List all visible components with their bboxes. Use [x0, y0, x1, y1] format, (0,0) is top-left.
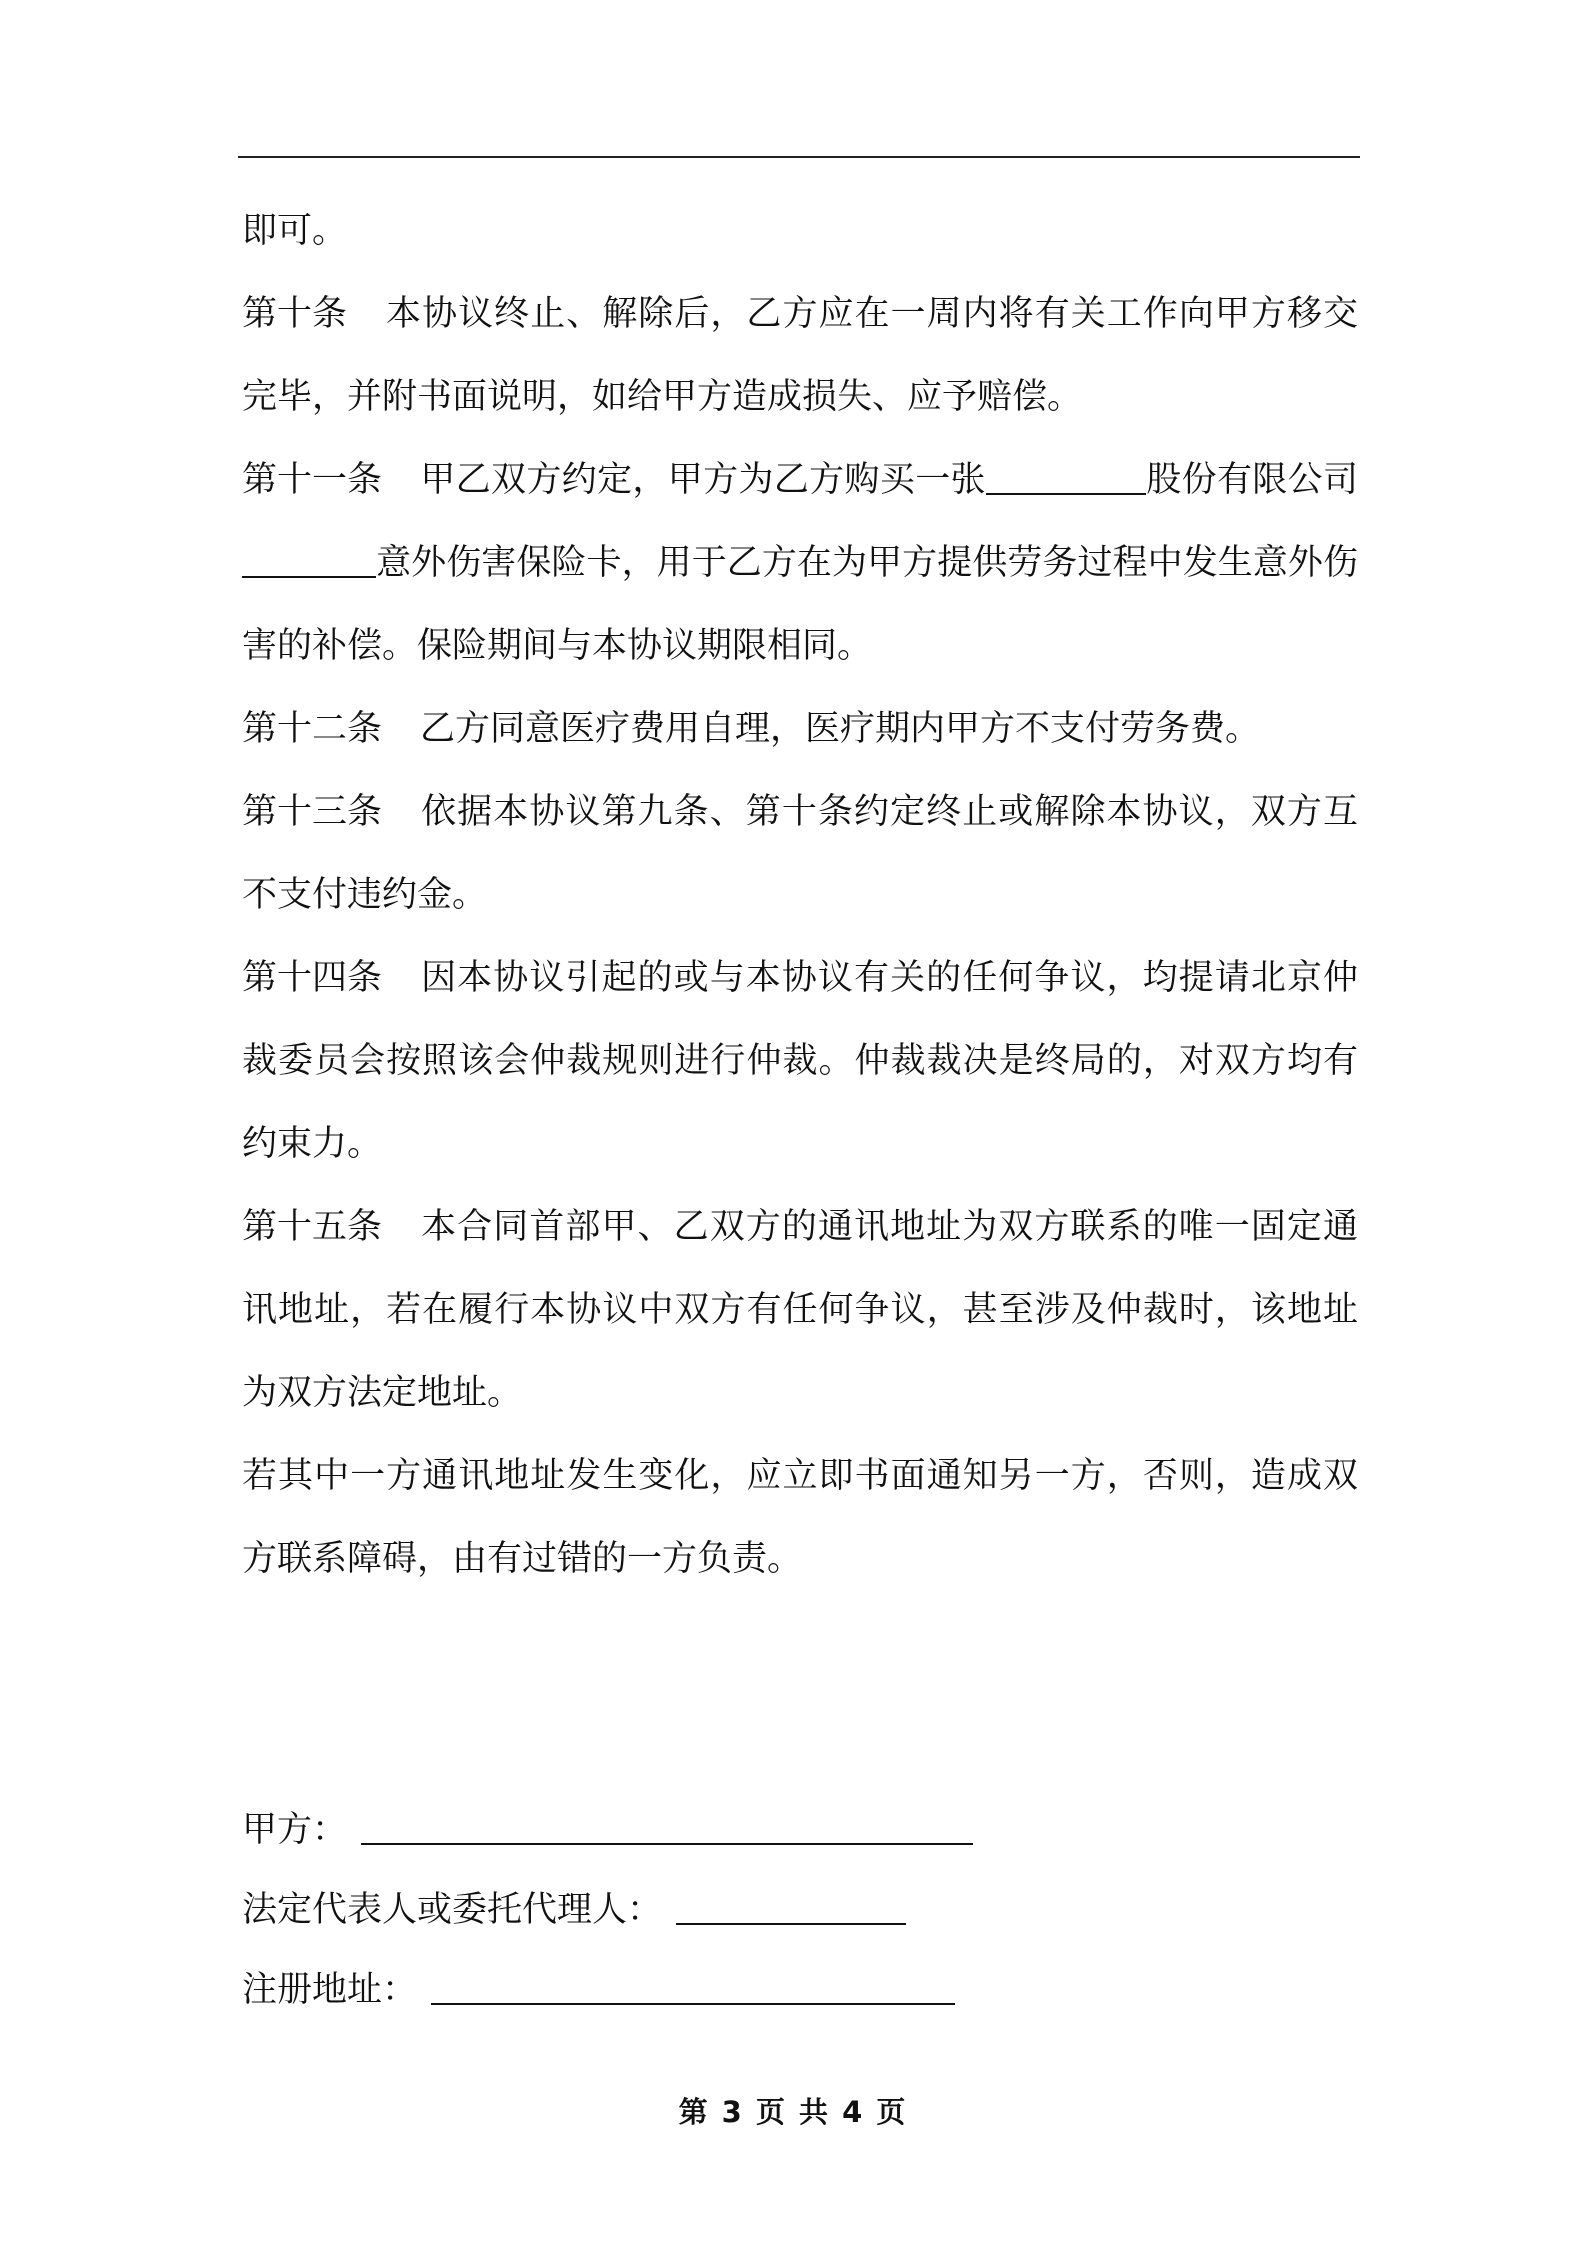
paragraph-address-change: 若其中一方通讯地址发生变化，应立即书面通知另一方，否则，造成双方联系障碍，由有过错的一方负责。 — [242, 1456, 1358, 1579]
article-text: 股份有限公司 — [1145, 460, 1358, 500]
article-15 — [242, 1186, 1358, 1435]
address-signature-line — [242, 1965, 955, 2015]
representative-label: 法定代表人或委托代理人： — [242, 1890, 663, 1930]
representative-signature-line — [242, 1885, 906, 1935]
address-blank[interactable] — [431, 1969, 955, 2005]
article-text: 乙方同意医疗费用自理，医疗期内甲方不支付劳务费。 — [420, 709, 1261, 749]
article-number: 第十一条 — [242, 460, 383, 500]
article-number: 第十五条 — [242, 1207, 383, 1247]
article-text: 依据本协议第九条、第十条约定终止或解除本协议，双方互不支付违约金。 — [242, 792, 1358, 915]
article-12 — [242, 688, 1358, 771]
representative-blank[interactable] — [676, 1889, 906, 1925]
article-number: 第十三条 — [242, 792, 383, 832]
article-10 — [242, 273, 1358, 439]
article-number: 第十条 — [242, 294, 348, 334]
article-text: 意外伤害保险卡，用于乙方在为甲方提供劳务过程中发生意外伤害的补偿。保险期间与本协议期限相同。 — [242, 543, 1358, 666]
insurer-name-blank[interactable] — [986, 459, 1146, 495]
article-11 — [242, 439, 1358, 688]
article-14 — [242, 937, 1358, 1186]
article-text: 甲乙双方约定，甲方为乙方购买一张 — [420, 460, 986, 500]
article-number: 第十四条 — [242, 958, 383, 998]
article-13 — [242, 771, 1358, 937]
party-a-signature-line — [242, 1805, 973, 1855]
article-text: 本合同首部甲、乙双方的通讯地址为双方联系的唯一固定通讯地址，若在履行本协议中双方有任何争议，甚至涉及仲裁时，该地址为双方法定地址。 — [242, 1207, 1358, 1413]
document-body — [242, 190, 1358, 1601]
party-a-label: 甲方： — [242, 1810, 348, 1850]
article-number: 第十二条 — [242, 709, 383, 749]
article-text: 因本协议引起的或与本协议有关的任何争议，均提请北京仲裁委员会按照该会仲裁规则进行仲裁。仲裁裁决是终局的，对双方均有约束力。 — [242, 958, 1358, 1164]
article-text: 本协议终止、解除后，乙方应在一周内将有关工作向甲方移交完毕，并附书面说明，如给甲方造成损失、应予赔偿。 — [242, 294, 1358, 417]
insurance-type-blank[interactable] — [242, 542, 376, 578]
page-number-footer: 第 3 页 共 4 页 — [678, 2095, 908, 2129]
address-label: 注册地址： — [242, 1970, 418, 2010]
header-rule — [238, 156, 1360, 158]
party-a-blank[interactable] — [361, 1809, 973, 1845]
paragraph-continuation: 即可。 — [242, 211, 348, 251]
